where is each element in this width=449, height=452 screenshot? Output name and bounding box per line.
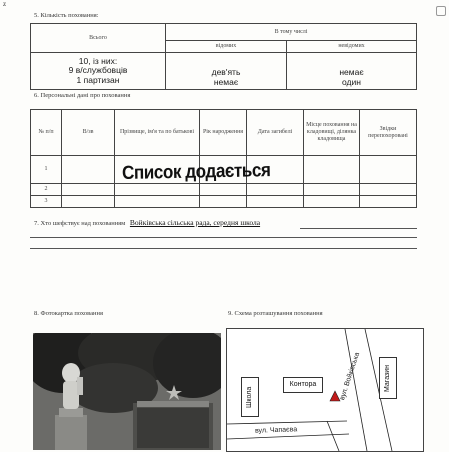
col-including: В тому числі (166, 24, 417, 41)
known-value: дев'ять немає (166, 53, 287, 90)
section6-title: 6. Персональні дані про поховання (34, 92, 131, 99)
blank-line (30, 237, 417, 238)
header-rank: В/зв (62, 110, 115, 156)
section7-row (34, 218, 260, 227)
header-reburied-from: Звідки перепохоровані (360, 110, 417, 156)
row-number: 1 (31, 156, 62, 184)
section7-label: 7. Хто шефствує над похованням (34, 220, 126, 227)
map-office: Контора (283, 377, 323, 393)
corner-box (436, 6, 446, 16)
map-street-chapaev: вул. Чапаєва (254, 426, 298, 435)
map-school: Школа (241, 377, 259, 417)
row-number: 2 (31, 184, 62, 196)
blank-line (30, 248, 417, 249)
total-value: 10, із них: 9 в/службовців 1 партизан (31, 53, 166, 90)
section5-title: 5. Кількість поховання: (34, 12, 99, 19)
header-burial-place: Місце поховання на кладовищі, ділянка кладовища (304, 110, 360, 156)
header-number: № п/п (31, 110, 62, 156)
map-street-voikov: вул. Войківська (339, 351, 362, 402)
col-total: Всього (31, 24, 166, 53)
unknown-value: немає один (287, 53, 417, 90)
burial-count-table (30, 23, 417, 90)
header-birth-year: Рік народження (200, 110, 247, 156)
corner-mark: z (3, 0, 7, 8)
burial-photo (33, 333, 221, 450)
section7-value: Войківська сільська рада, середня школа (129, 218, 261, 227)
section8-title: 8. Фотокартка поховання (34, 310, 103, 317)
list-attached-stamp: Список додається (121, 160, 271, 184)
map-shop: Магазин (379, 357, 397, 399)
header-name: Прізвище, ім'я та по батькові (115, 110, 200, 156)
col-unknown: невідомих (287, 41, 417, 53)
header-death-date: Дата загибелі (247, 110, 304, 156)
section9-title: 9. Схема розташування поховання (228, 310, 323, 317)
personal-data-table (30, 109, 417, 208)
row-number: 3 (31, 196, 62, 208)
location-map (226, 328, 424, 452)
col-known: відомих (166, 41, 287, 53)
